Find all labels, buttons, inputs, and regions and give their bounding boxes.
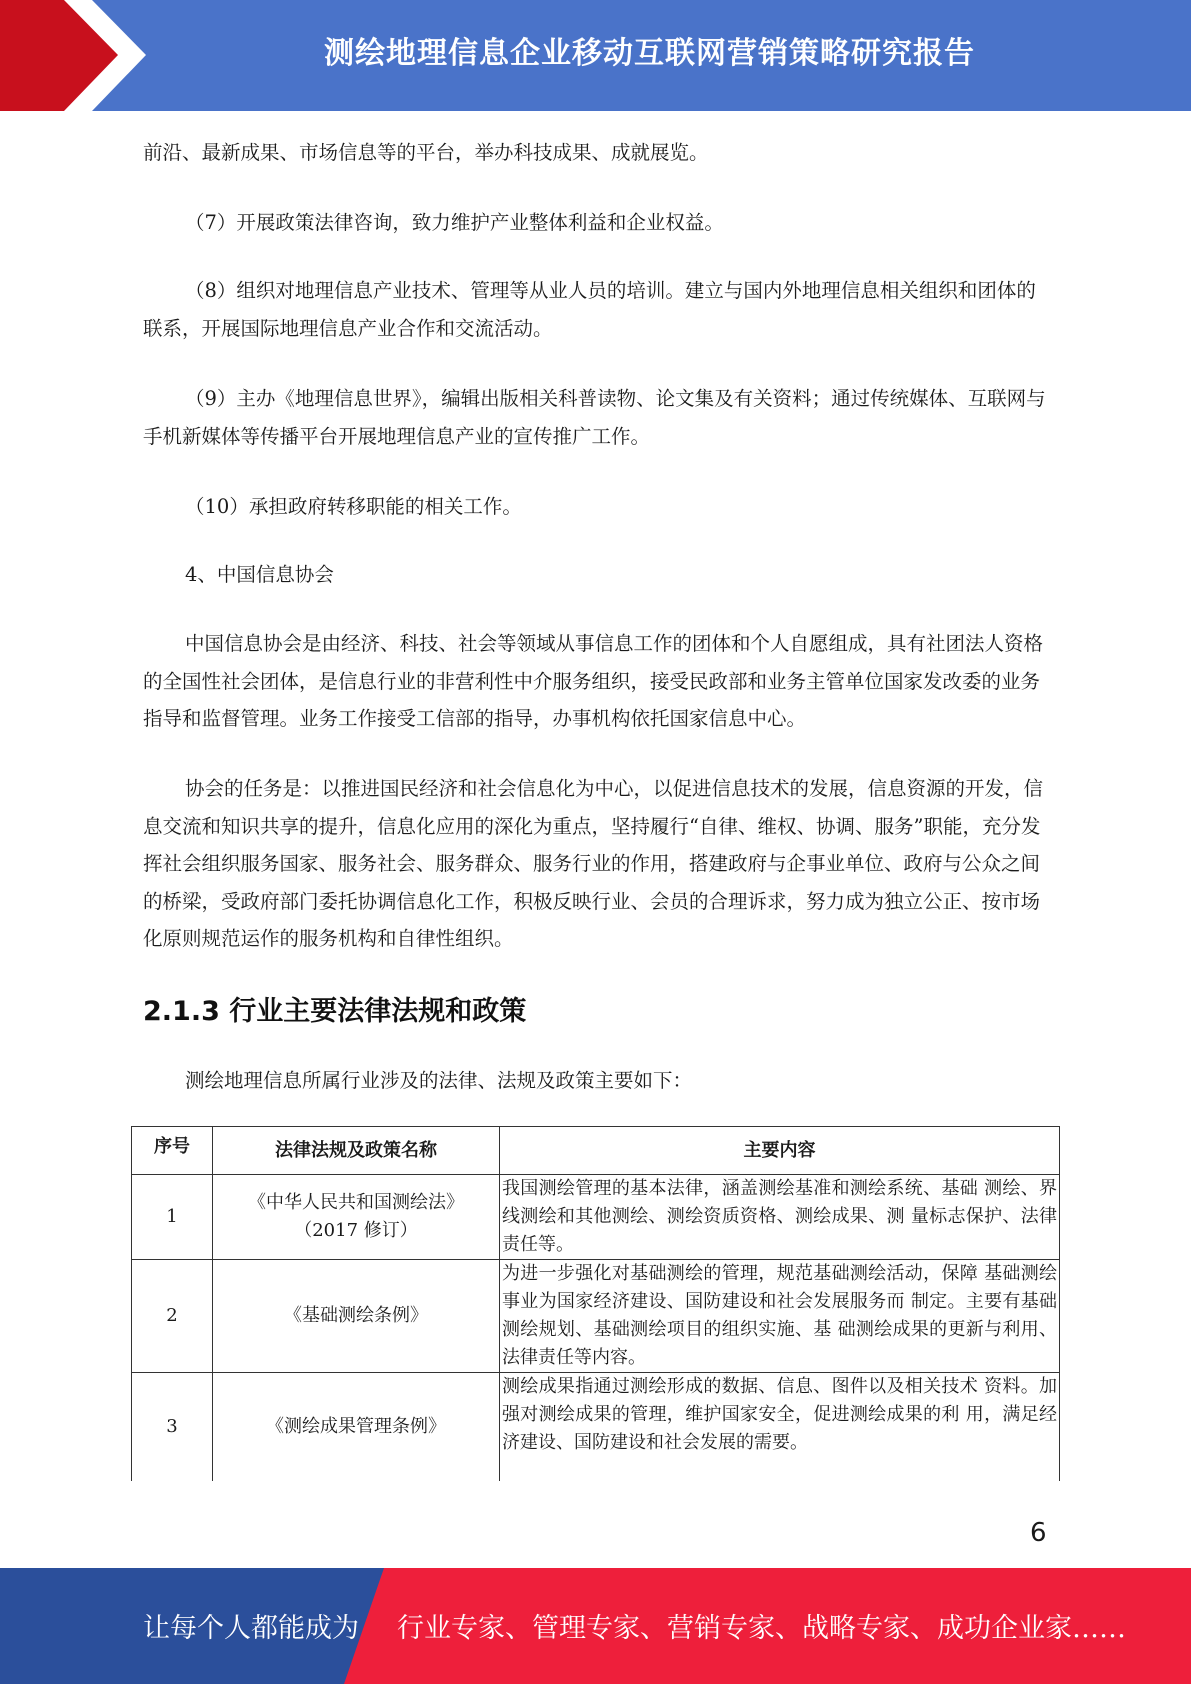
header-no: 序号 — [132, 1127, 213, 1175]
paragraph: 前沿、最新成果、市场信息等的平台，举办科技成果、成就展览。 — [143, 141, 709, 164]
paragraph: 测绘地理信息所属行业涉及的法律、法规及政策主要如下： — [185, 1069, 693, 1092]
row-name — [213, 1175, 500, 1260]
header-name: 法律法规及政策名称 — [213, 1127, 500, 1175]
paragraph: （10）承担政府转移职能的相关工作。 — [185, 495, 522, 518]
paragraph: （9）主办《地理信息世界》，编辑出版相关科普读物、论文集及有关资料；通过传统媒体、互联网与手机新媒体等传播平台开展地理信息产业的宣传推广工作。 — [143, 387, 1046, 448]
subsection-label: 4、中国信息协会 — [185, 563, 334, 586]
page-header — [0, 0, 1191, 111]
row-content: 为进一步强化对基础测绘的管理，规范基础测绘活动，保障 基础测绘事业为国家经济建设、国防建设和社会发展服务而 制定。主要有基础测绘规划、基础测绘项目的组织实施、基 础测绘成果的更新与利用、法律责任等内容。 — [500, 1260, 1060, 1373]
report-title: 测绘地理信息企业移动互联网营销策略研究报告 — [324, 36, 975, 71]
paragraph: 中国信息协会是由经济、科技、社会等领域从事信息工作的团体和个人自愿组成，具有社团法人资格的全国性社会团体，是信息行业的非营利性中介服务组织，接受民政部和业务主管单位国家发改委的业务指导和监督管理。业务工作接受工信部的指导，办事机构依托国家信息中心。 — [143, 632, 1044, 730]
table-header-row — [132, 1127, 1060, 1175]
row-name-line: 《基础测绘条例》 — [284, 1305, 428, 1326]
section-heading: 2.1.3 行业主要法律法规和政策 — [143, 996, 527, 1027]
row-content: 测绘成果指通过测绘形成的数据、信息、图件以及相关技术 资料。加强对测绘成果的管理，维护国家安全，促进测绘成果的利 用，满足经济建设、国防建设和社会发展的需要。 — [500, 1373, 1060, 1481]
paragraph: （7）开展政策法律咨询，致力维护产业整体利益和企业权益。 — [185, 211, 724, 234]
row-no: 1 — [132, 1175, 213, 1260]
row-content: 我国测绘管理的基本法律，涵盖测绘基准和测绘系统、基础 测绘、界线测绘和其他测绘、测绘资质资格、测绘成果、测 量标志保护、法律责任等。 — [500, 1175, 1060, 1260]
table-row — [132, 1373, 1060, 1481]
row-name-line: 《中华人民共和国测绘法》 — [248, 1192, 464, 1213]
footer-slogan-left: 让每个人都能成为 — [143, 1613, 359, 1644]
row-no: 3 — [132, 1373, 213, 1481]
table-row — [132, 1175, 1060, 1260]
row-no: 2 — [132, 1260, 213, 1373]
row-name-line: 《测绘成果管理条例》 — [266, 1415, 446, 1437]
page-number: 6 — [1030, 1518, 1047, 1548]
row-name — [213, 1260, 500, 1373]
footer-slogan-right: 行业专家、管理专家、营销专家、战略专家、成功企业家…… — [397, 1613, 1126, 1644]
header-content: 主要内容 — [500, 1127, 1060, 1175]
table-row — [132, 1260, 1060, 1373]
paragraph: 协会的任务是：以推进国民经济和社会信息化为中心，以促进信息技术的发展，信息资源的开发，信息交流和知识共享的提升，信息化应用的深化为重点，坚持履行“自律、维权、协调、服务”职能，充分发挥社会组织服务国家、服务社会、服务群众、服务行业的作用，搭建政府与企事业单位、政府与公众之间的桥梁，受政府部门委托协调信息化工作，积极反映行业、会员的合理诉求，努力成为独立公正、按市场化原则规范运作的服务机构和自律性组织。 — [143, 777, 1044, 950]
row-name-line: （2017 修订） — [294, 1220, 418, 1241]
policy-table — [131, 1126, 1060, 1481]
paragraph: （8）组织对地理信息产业技术、管理等从业人员的培训。建立与国内外地理信息相关组织和团体的联系，开展国际地理信息产业合作和交流活动。 — [143, 279, 1036, 340]
page-footer — [0, 1568, 1191, 1684]
row-name — [213, 1373, 500, 1481]
